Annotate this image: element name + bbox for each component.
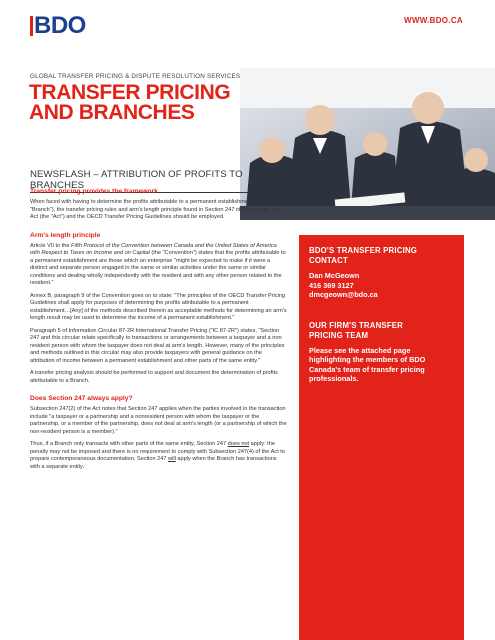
team-heading-line: OUR FIRM'S TRANSFER <box>309 320 404 330</box>
paragraph <box>30 441 287 471</box>
text-run: Thus, if a Branch only transacts with other parts of the same entity, Section 247 <box>30 441 228 447</box>
paragraph: Subsection 247(2) of the Act notes that Section 247 applies when the parties involved in the transaction include "a taxpayer or a partnership and a nonresident person with whom the taxpayer or the partnership, or a member of the partnership, does not deal at arm's length (or a partnership of which the non-resident person is a member)." <box>30 406 287 435</box>
text-run: (the "Convention") states that the profits attributable to a permanent establishment are those which an enterprise "might be expected to make if it were a distinct and separate person engaged in the same or similar activities under the same or similar conditions and dealing wholly independently with the resident and with any other person related to the resident." <box>30 250 286 286</box>
section-heading: Arm's length principle <box>30 231 101 239</box>
page-title <box>29 83 230 123</box>
underline-run: will <box>168 456 176 462</box>
paragraph <box>30 243 287 288</box>
text-run: apply when the Branch has transactions with a separate entity. <box>30 456 277 470</box>
title-line-2: AND BRANCHES <box>29 101 195 124</box>
bdo-logo <box>30 14 86 38</box>
underline-run: does not <box>227 441 250 447</box>
logo-text: BDO <box>34 12 86 39</box>
italic-run: Fifth Protocol of the Convention between Canada and the United States of America with Respect to Taxes on Income and on Capital <box>30 242 277 256</box>
team-heading-line: PRICING TEAM <box>309 330 369 340</box>
article-body <box>30 188 287 476</box>
contact-heading <box>309 246 454 266</box>
paragraph: When faced with having to determine the profits attributable to a permanent establishment (i.e., a "Branch"), the transfer pricing rules and arm's length principle found in Section 247 of the Income Tax Act (the "Act") and the OECD Transfer Pricing Guidelines should be employed. <box>30 199 280 220</box>
paragraph: Paragraph 5 of Information Circular 87-2R International Transfer Pricing ("IC 87-2R") states, "Section 247 and this circular relate specifically to transactions or arrangements between a taxpayer and a non resident person with whom the taxpayer does not deal at arm's length. However, many of the principles and methods outlined in this circular may also provide taxpayers with general guidance on the attribution of income between a permanent establishment and other parts of the same entity." <box>30 327 285 364</box>
contact-heading-line: CONTACT <box>309 256 348 265</box>
contact-heading-line: BDO'S TRANSFER PRICING <box>309 246 418 255</box>
paragraph: Annex B, paragraph 9 of the Convention goes on to state: "The principles of the OECD Transfer Pricing Guidelines shall apply for purposes of determining the profits attributable to a permanent establishment…[Any] of the methods described therein as acceptable methods for determining an arm's length result may be used to determine the income of a permanent establishment." <box>30 292 287 321</box>
title-line-1: TRANSFER PRICING <box>29 81 231 104</box>
logo-bar <box>30 16 33 36</box>
contact-phone[interactable]: 416 369 3127 <box>309 280 354 290</box>
contact-sidebar <box>299 235 464 640</box>
newsflash-heading: NEWSFLASH – ATTRIBUTION OF PROFITS TO BRANCHES <box>30 169 290 193</box>
text-run: Article VII to the <box>30 242 72 249</box>
contact-email[interactable]: dmcgeown@bdo.ca <box>309 290 378 299</box>
website-link[interactable]: WWW.BDO.CA <box>404 16 463 25</box>
series-label: GLOBAL TRANSFER PRICING & DISPUTE RESOLUTION SERVICES <box>30 73 241 80</box>
contact-name: Dan McGeown <box>309 271 360 280</box>
team-heading <box>309 321 454 341</box>
paragraph: A transfer pricing analysis should be performed to support and document the determination of profits attributable to a Branch. <box>30 370 278 384</box>
team-text: Please see the attached page highlighting the members of BDO Canada's team of transfer pricing professionals. <box>309 345 426 383</box>
text-run: apply: the penalty may not be imposed and there is no requirement to comply with Subsection 247(4) of the Act to prepare contemporaneous documentation. Section 247 <box>30 441 285 462</box>
section-heading: Does Section 247 always apply? <box>30 395 133 402</box>
section-heading: Transfer pricing provides the framework <box>30 188 158 195</box>
